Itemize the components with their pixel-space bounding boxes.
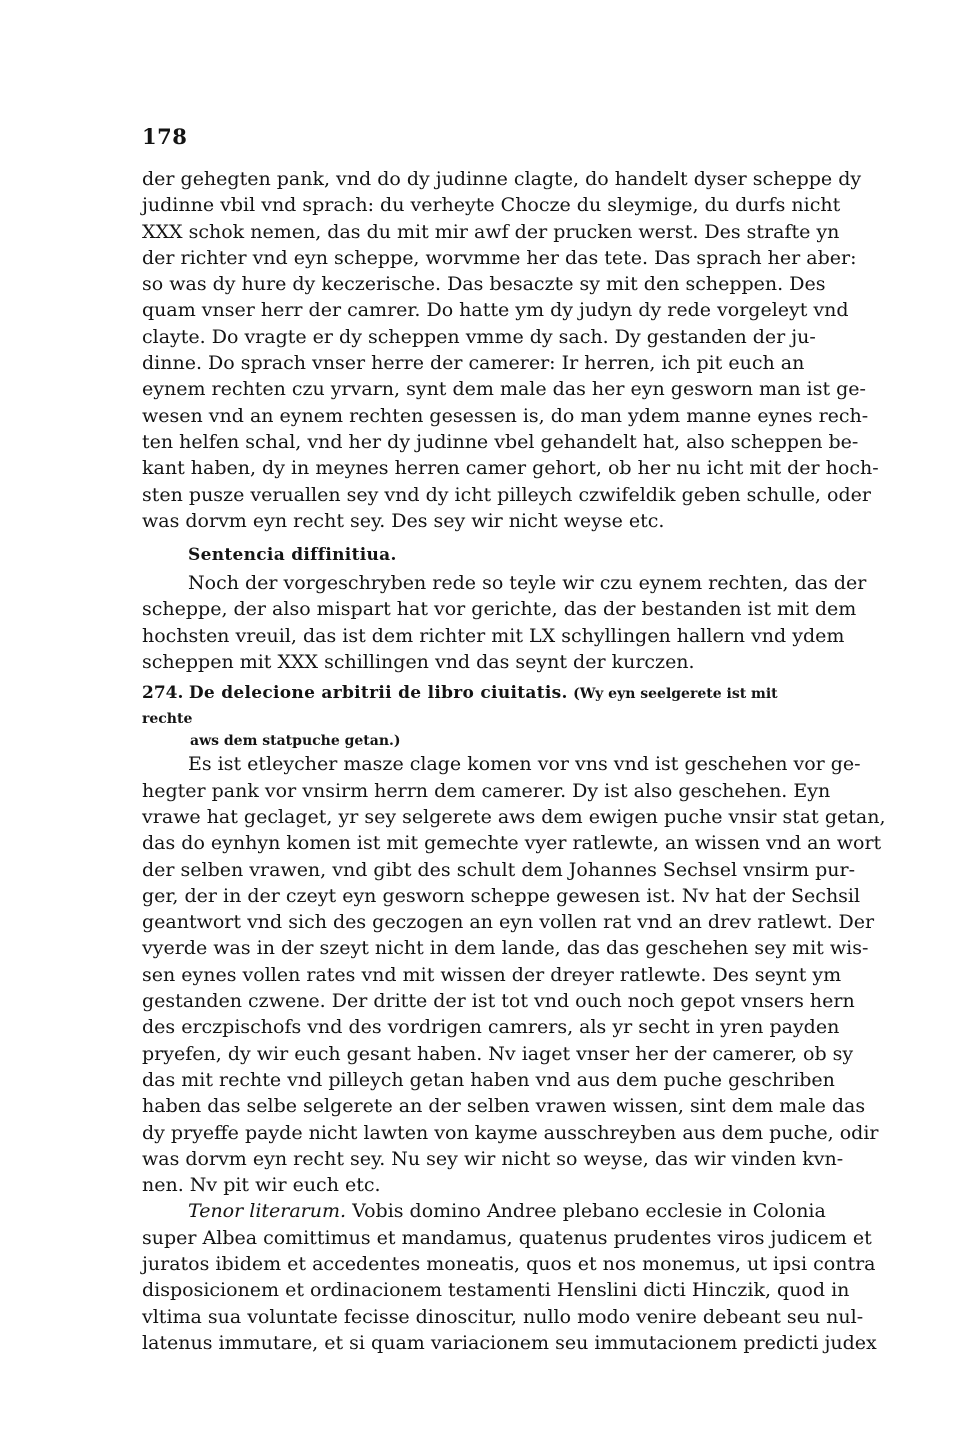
text-line: was dorvm eyn recht sey. Nu sey wir nicht so weyse, das wir vinden kvn- — [142, 1147, 844, 1170]
text-line: nen. Nv pit wir euch etc. — [142, 1174, 381, 1197]
text-line: ten helfen schal, vnd her dy judinne vbel gehandelt hat, also scheppen be- — [142, 430, 859, 453]
text-line: scheppen mit XXX schillingen vnd das seynt der kurczen. — [142, 651, 695, 674]
text-line: sen eynes vollen rates vnd mit wissen der dreyer ratlewte. Des seynt ym — [142, 963, 842, 986]
text-line: judinne vbil vnd sprach: du verheyte Chocze du sleymige, du durfs nicht — [142, 194, 841, 217]
text-line: gestanden czwene. Der dritte der ist tot vnd ouch noch gepot vnsers hern — [142, 990, 855, 1013]
text-line: hegter pank vor vnsirm herrn dem camerer. Dy ist also geschehen. Eyn — [142, 779, 831, 802]
paragraph-tenor-literarum — [142, 1198, 877, 1356]
paragraph-judinne-case — [142, 166, 879, 534]
text-line: hochsten vreuil, das ist dem richter mit LX schyllingen hallern vnd ydem — [142, 624, 845, 647]
text-line: Es ist etleycher masze clage komen vor vns vnd ist geschehen vor ge- — [188, 753, 861, 776]
text-line: scheppe, der also mispart hat vor gerichte, das der bestanden ist mit dem — [142, 598, 857, 621]
text-line: der selben vrawen, vnd gibt des schult dem Johannes Sechsel vnsirm pur- — [142, 858, 855, 881]
paragraph-selgerete-case — [142, 751, 886, 1198]
text-line: pryefen, dy wir euch gesant haben. Nv iaget vnser her der camerer, ob sy — [142, 1042, 854, 1065]
text-line: disposicionem et ordinacionem testamenti Henslini dicti Hinczik, quod in — [142, 1279, 850, 1302]
text-line: vyerde was in der szeyt nicht in dem lande, das das geschehen sey mit wis- — [142, 937, 869, 960]
text-line: des erczpischofs vnd des vordrigen camrers, als yr secht in yren payden — [142, 1016, 840, 1039]
text-line: quam vnser herr der camrer. Do hatte ym dy judyn dy rede vorgeleyt vnd — [142, 299, 849, 322]
section-note-line-1: (Wy eyn seelgerete ist mit rechte — [142, 686, 778, 728]
body-text — [142, 166, 886, 1356]
text-line: das do eynhyn komen ist mit gemechte vyer ratlewte, an wissen vnd an wort — [142, 832, 882, 855]
text-line: dy pryeffe payde nicht lawten von kayme ausschreyben aus dem puche, odir — [142, 1121, 879, 1144]
section-number: 274. — [142, 683, 184, 704]
section-title: De delecione arbitrii de libro ciuitatis. — [188, 683, 568, 704]
text-line: juratos ibidem et accedentes moneatis, quos et nos monemus, ut ipsi contra — [142, 1252, 876, 1275]
text-line: haben das selbe selgerete an der selben vrawen wissen, sint dem male das — [142, 1095, 866, 1118]
section-274-heading — [142, 681, 822, 751]
text-line: clayte. Do vragte er dy scheppen vmme dy sach. Dy gestanden der ju- — [142, 325, 816, 348]
text-line: wesen vnd an eynem rechten gesessen is, do man ydem manne eynes rech- — [142, 404, 869, 427]
text-line: kant haben, dy in meynes herren camer gehort, ob her nu icht mit der hoch- — [142, 457, 879, 480]
section-note-line-2: aws dem statpuche getan.) — [190, 733, 401, 750]
page-number: 178 — [142, 124, 188, 149]
text-line: XXX schok nemen, das du mit mir awf der prucken werst. Des strafte yn — [142, 220, 840, 243]
text-line: was dorvm eyn recht sey. Des sey wir nicht weyse etc. — [142, 509, 665, 532]
tenor-lead: Tenor literarum. — [188, 1200, 347, 1223]
text-line: sten pusze veruallen sey vnd dy icht pilleych czwifeldik geben schulle, oder — [142, 483, 871, 506]
text-line: Noch der vorgeschryben rede so teyle wir czu eynem rechten, das der — [188, 572, 867, 595]
text-line: super Albea comittimus et mandamus, quatenus prudentes viros judicem et — [142, 1226, 872, 1249]
text-line: dinne. Do sprach vnser herre der camerer: Ir herren, ich pit euch an — [142, 352, 805, 375]
text-line: geantwort vnd sich des geczogen an eyn vollen rat vnd an drev ratlewt. Der — [142, 911, 875, 934]
text-line: der gehegten pank, vnd do dy judinne clagte, do handelt dyser scheppe dy — [142, 168, 862, 190]
sententia-heading: Sentencia diffinitiua. — [188, 545, 397, 566]
text-line: latenus immutare, et si quam variacionem seu immutacionem predicti judex — [142, 1331, 877, 1354]
text-line: so was dy hure dy keczerische. Das besaczte sy mit den scheppen. Des — [142, 273, 826, 296]
text-line: vrawe hat geclaget, yr sey selgerete aws dem ewigen puche vnsir stat getan, — [142, 805, 886, 828]
text-line: vltima sua voluntate fecisse dinoscitur, nullo modo venire debeant seu nul- — [142, 1305, 864, 1328]
tenor-first-line: Vobis domino Andree plebano ecclesie in Colonia — [352, 1200, 826, 1223]
text-line — [142, 1198, 826, 1224]
text-line: das mit rechte vnd pilleych getan haben vnd aus dem puche geschriben — [142, 1068, 835, 1091]
paragraph-sententia — [142, 570, 867, 675]
text-line: eynem rechten czu yrvarn, synt dem male das her eyn gesworn man ist ge- — [142, 378, 866, 401]
text-line: der richter vnd eyn scheppe, worvmme her das tete. Das sprach her aber: — [142, 246, 857, 269]
text-line: ger, der in der czeyt eyn gesworn scheppe gewesen ist. Nv hat der Sechsil — [142, 884, 861, 907]
